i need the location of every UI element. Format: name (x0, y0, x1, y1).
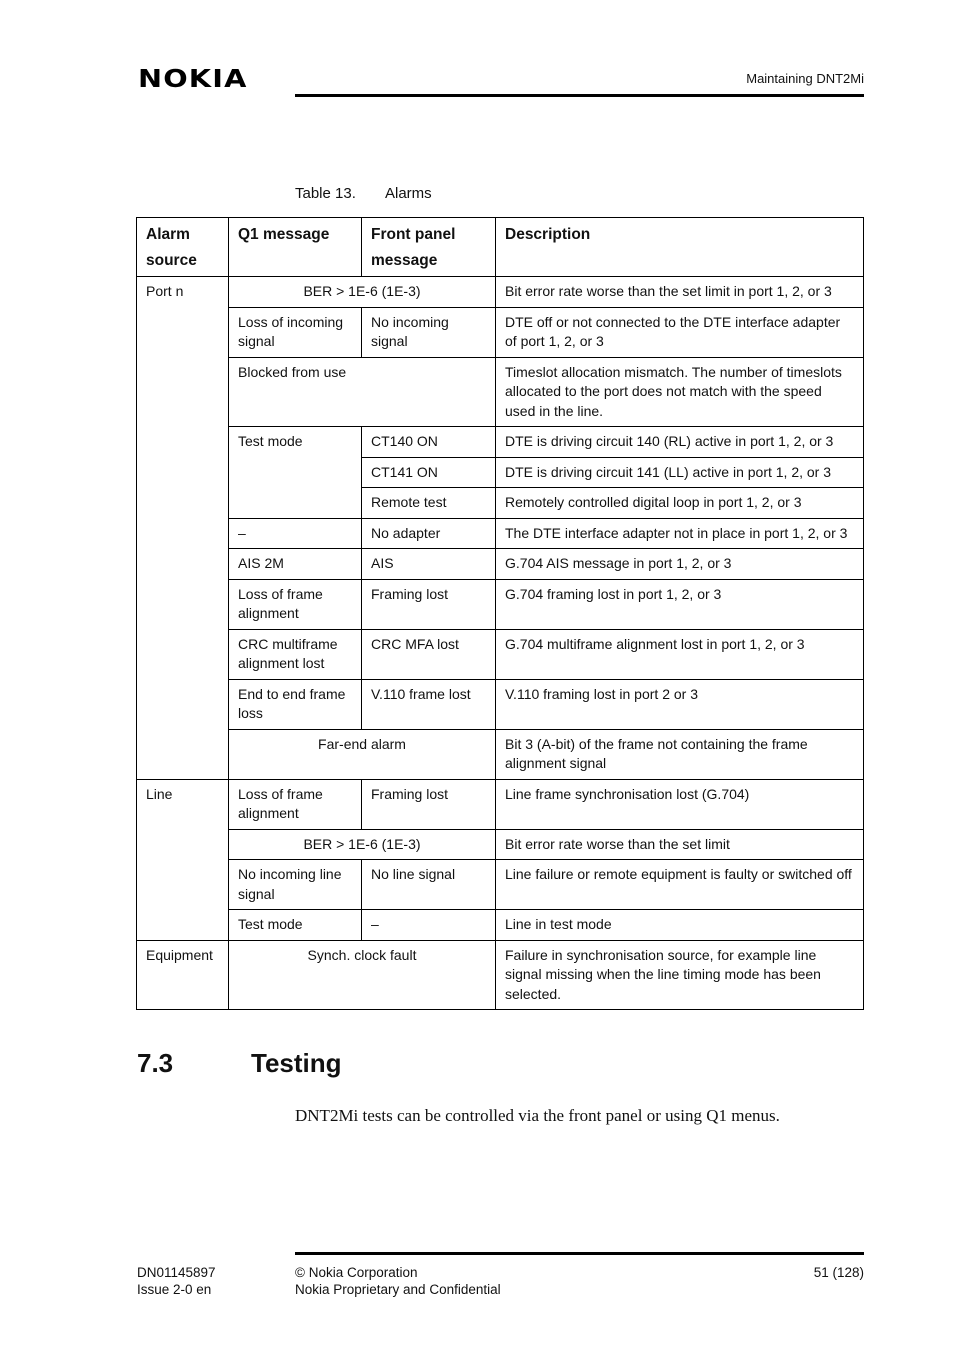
confidentiality-notice: Nokia Proprietary and Confidential (295, 1282, 501, 1297)
front-panel-cell: CT141 ON (362, 457, 496, 488)
q1-message-cell: – (229, 518, 362, 549)
page-number: 51 (128) (813, 1265, 864, 1280)
front-panel-cell: – (362, 910, 496, 941)
q1-message-cell: No incoming line signal (229, 860, 362, 910)
description-cell: DTE is driving circuit 141 (LL) active in port 1, 2, or 3 (496, 457, 864, 488)
alarms-table (136, 217, 864, 1010)
section-title: Testing (251, 1048, 342, 1078)
footer-left (137, 1264, 216, 1298)
table-row (137, 910, 864, 941)
q1-message-cell: Synch. clock fault (229, 940, 496, 1010)
copyright: © Nokia Corporation (295, 1265, 418, 1280)
front-panel-cell: CT140 ON (362, 427, 496, 458)
front-panel-cell: No adapter (362, 518, 496, 549)
table-row (137, 829, 864, 860)
document-id: DN01145897 (137, 1265, 216, 1280)
description-cell: Bit 3 (A-bit) of the frame not containing the frame alignment signal (496, 729, 864, 779)
footer-rule (295, 1252, 864, 1255)
table-row (137, 629, 864, 679)
table-header-row (137, 218, 864, 277)
description-cell: Line in test mode (496, 910, 864, 941)
q1-message-cell: BER > 1E-6 (1E-3) (229, 277, 496, 308)
description-cell: Timeslot allocation mismatch. The number of timeslots allocated to the port does not match with the speed used in the line. (496, 357, 864, 427)
description-cell: Line frame synchronisation lost (G.704) (496, 779, 864, 829)
alarm-source-cell: Port n (137, 277, 229, 780)
q1-message-cell: Loss of incoming signal (229, 307, 362, 357)
q1-message-cell: Blocked from use (229, 357, 496, 427)
table-row (137, 729, 864, 779)
q1-message-cell: AIS 2M (229, 549, 362, 580)
table-row (137, 277, 864, 308)
description-cell: Bit error rate worse than the set limit (496, 829, 864, 860)
description-cell: Bit error rate worse than the set limit in port 1, 2, or 3 (496, 277, 864, 308)
table-row (137, 427, 864, 458)
q1-message-cell: End to end frame loss (229, 679, 362, 729)
q1-message-cell: Loss of frame alignment (229, 579, 362, 629)
table-caption (295, 185, 432, 202)
front-panel-cell: Remote test (362, 488, 496, 519)
description-cell: G.704 AIS message in port 1, 2, or 3 (496, 549, 864, 580)
column-header: Alarm source (137, 218, 229, 277)
description-cell: Failure in synchronisation source, for example line signal missing when the line timing mode has been selected. (496, 940, 864, 1010)
description-cell: G.704 framing lost in port 1, 2, or 3 (496, 579, 864, 629)
column-header: Q1 message (229, 218, 362, 277)
header-title: Maintaining DNT2Mi (746, 71, 864, 86)
table-row (137, 307, 864, 357)
footer-middle (295, 1264, 501, 1298)
description-cell: G.704 multiframe alignment lost in port 1, 2, or 3 (496, 629, 864, 679)
description-cell: V.110 framing lost in port 2 or 3 (496, 679, 864, 729)
alarm-source-cell: Equipment (137, 940, 229, 1010)
table-row (137, 518, 864, 549)
front-panel-cell: Framing lost (362, 779, 496, 829)
table-row (137, 779, 864, 829)
column-header: Front panel message (362, 218, 496, 277)
q1-message-cell: BER > 1E-6 (1E-3) (229, 829, 496, 860)
description-cell: Line failure or remote equipment is faulty or switched off (496, 860, 864, 910)
column-header: Description (496, 218, 864, 277)
description-cell: Remotely controlled digital loop in port 1, 2, or 3 (496, 488, 864, 519)
table-row (137, 860, 864, 910)
body-paragraph: DNT2Mi tests can be controlled via the front panel or using Q1 menus. (295, 1106, 780, 1125)
header-rule (295, 94, 864, 97)
description-cell: DTE is driving circuit 140 (RL) active in port 1, 2, or 3 (496, 427, 864, 458)
description-cell: The DTE interface adapter not in place in port 1, 2, or 3 (496, 518, 864, 549)
front-panel-cell: No line signal (362, 860, 496, 910)
table-caption-number: Table 13. (295, 185, 356, 202)
front-panel-cell: No incoming signal (362, 307, 496, 357)
nokia-logo: NOKIA (138, 64, 248, 93)
table-row (137, 549, 864, 580)
section-number: 7.3 (137, 1048, 174, 1078)
q1-message-cell: Test mode (229, 910, 362, 941)
table-row (137, 579, 864, 629)
front-panel-cell: V.110 frame lost (362, 679, 496, 729)
alarm-source-cell: Line (137, 779, 229, 940)
q1-message-cell: CRC multiframe alignment lost (229, 629, 362, 679)
issue-number: Issue 2-0 en (137, 1282, 212, 1297)
table-row (137, 940, 864, 1010)
front-panel-cell: Framing lost (362, 579, 496, 629)
table-row (137, 357, 864, 427)
front-panel-cell: CRC MFA lost (362, 629, 496, 679)
q1-message-cell: Loss of frame alignment (229, 779, 362, 829)
front-panel-cell: AIS (362, 549, 496, 580)
table-caption-title: Alarms (385, 185, 432, 202)
q1-message-cell: Test mode (229, 427, 362, 519)
q1-message-cell: Far-end alarm (229, 729, 496, 779)
table-row (137, 679, 864, 729)
description-cell: DTE off or not connected to the DTE interface adapter of port 1, 2, or 3 (496, 307, 864, 357)
